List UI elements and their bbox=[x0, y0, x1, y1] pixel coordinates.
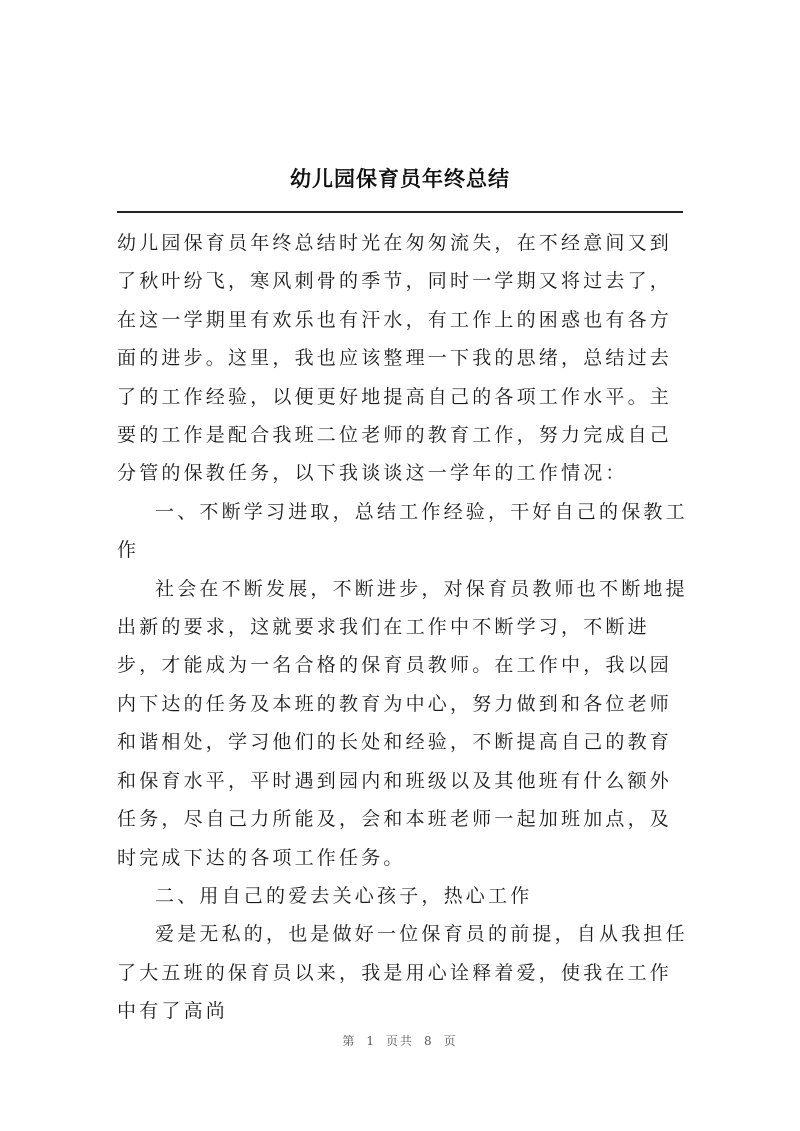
document-title: 幼儿园保育员年终总结 bbox=[290, 167, 510, 191]
paragraph-section-1: 社会在不断发展，不断进步，对保育员教师也不断地提出新的要求，这就要求我们在工作中不断学习，不断进步，才能成为一名合格的保育员教师。在工作中，我以园内下达的任务及本班的教育为中心，努力做到和各位老师和谐相处，学习他们的长处和经验，不断提高自己的教育和保育水平，平时遇到园内和班级以及其他班有什么额外任务，尽自己力所能及，会和本班老师一起加班加点，及时完成下达的各项工作任务。 bbox=[117, 577, 688, 869]
paragraph-intro: 幼儿园保育员年终总结时光在匆匆流失，在不经意间又到了秋叶纷飞，寒风刺骨的季节，同时一学期又将过去了，在这一学期里有欢乐也有汗水，有工作上的困惑也有各方面的进步。这里，我也应该整理一下我的思绪，总结过去了的工作经验，以便更好地提高自己的各项工作水平。主要的工作是配合我班二位老师的教育工作，努力完成自己分管的保教任务，以下我谈谈这一学年的工作情况： bbox=[117, 232, 673, 485]
footer-current-page: 1 bbox=[366, 1034, 376, 1048]
page-number-footer bbox=[0, 1032, 800, 1049]
paragraph-section-2: 爱是无私的，也是做好一位保育员的前提，自从我担任了大五班的保育员以来，我是用心诠释着爱，使我在工作中有了高尚 bbox=[117, 923, 688, 1023]
document-body bbox=[117, 224, 693, 1031]
title-underline bbox=[117, 211, 683, 213]
footer-total-pages: 8 bbox=[424, 1034, 434, 1048]
section-heading-2: 二、用自己的爱去关心孩子，热心工作 bbox=[155, 884, 533, 907]
footer-middle: 页共 bbox=[385, 1034, 414, 1048]
footer-prefix: 第 bbox=[342, 1034, 357, 1048]
footer-suffix: 页 bbox=[443, 1034, 458, 1048]
section-heading-1: 一、不断学习进取，总结工作经验，干好自己的保教工作 bbox=[117, 500, 688, 562]
